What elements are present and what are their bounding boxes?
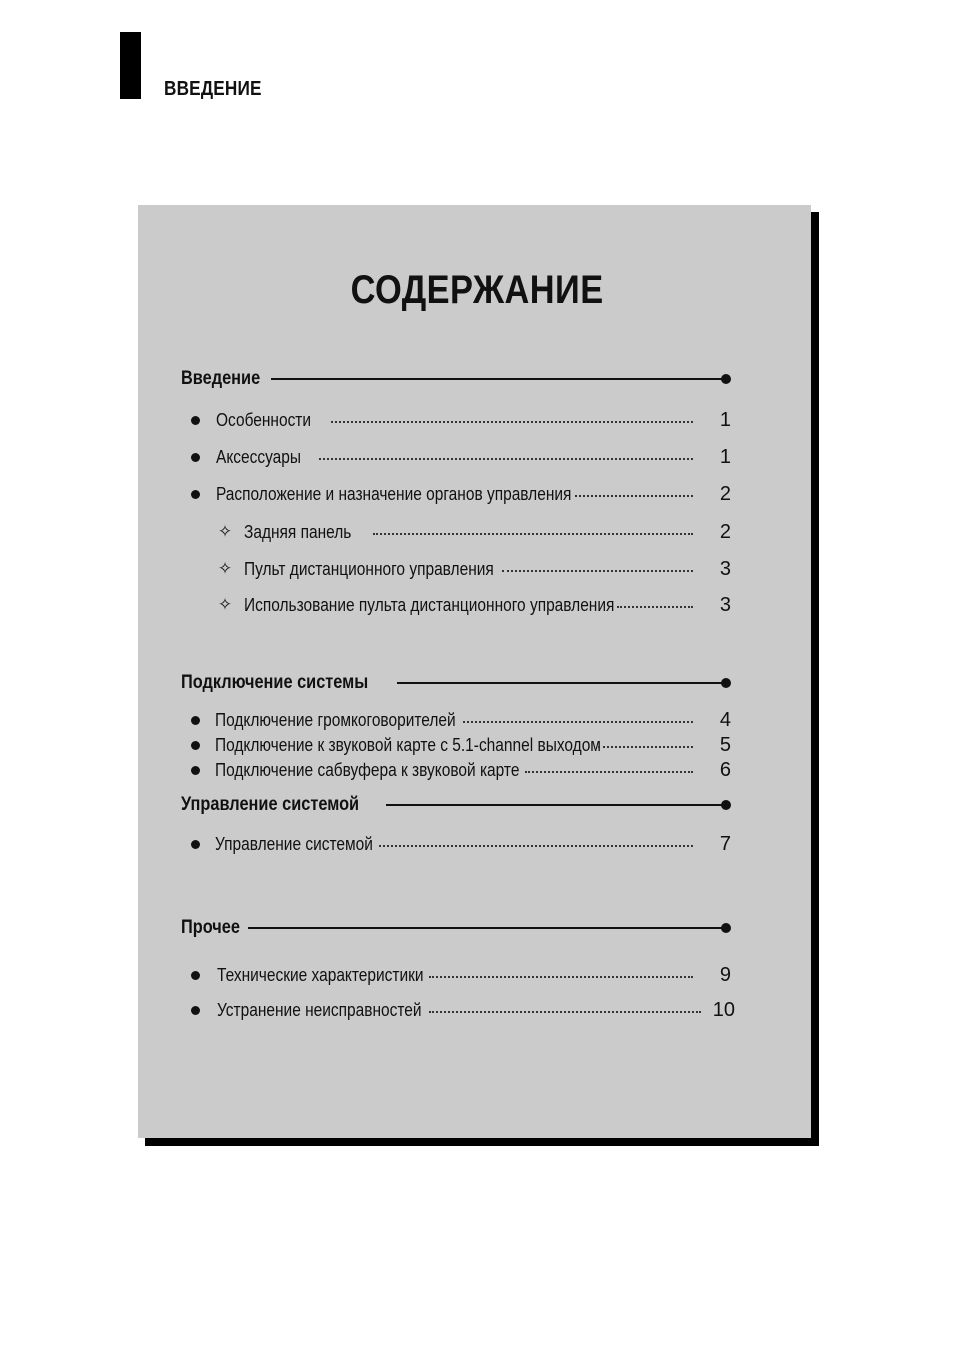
diamond-outline-icon: ✧	[217, 595, 233, 614]
bullet-icon	[191, 971, 200, 980]
rule-end-dot-icon	[721, 678, 731, 688]
rule-end-dot-icon	[721, 374, 731, 384]
bullet-icon	[191, 741, 200, 750]
section-rule	[271, 378, 723, 380]
dot-leader	[373, 533, 693, 535]
diamond-outline-icon: ✧	[217, 522, 233, 541]
page-number: 2	[719, 482, 731, 505]
bullet-icon	[191, 766, 200, 775]
page-number: 7	[719, 832, 731, 855]
toc-entry[interactable]: Расположение и назначение органов управления 2	[191, 482, 731, 506]
dot-leader	[463, 721, 693, 723]
page-number: 2	[719, 520, 731, 543]
toc-section-heading: Управление системой	[181, 793, 731, 817]
page-number: 1	[719, 445, 731, 468]
bullet-icon	[191, 453, 200, 462]
dot-leader	[319, 458, 693, 460]
page-number: 6	[719, 758, 731, 781]
bullet-icon	[191, 1006, 200, 1015]
toc-entry[interactable]: Подключение сабвуфера к звуковой карте 6	[191, 758, 731, 782]
page-number: 1	[719, 408, 731, 431]
section-rule	[248, 927, 723, 929]
page-number: 9	[719, 963, 731, 986]
section-rule	[386, 804, 723, 806]
dot-leader	[575, 495, 693, 497]
chapter-label: ВВЕДЕНИЕ	[164, 78, 262, 100]
toc-subentry[interactable]: ✧ Использование пульта дистанционного управления 3	[217, 593, 731, 616]
toc-entry[interactable]: Особенности 1	[191, 408, 731, 432]
toc-entry[interactable]: Управление системой 7	[191, 832, 731, 856]
bullet-icon	[191, 490, 200, 499]
bullet-icon	[191, 416, 200, 425]
page-number: 5	[719, 733, 731, 756]
section-rule	[397, 682, 723, 684]
toc-section-heading: Подключение системы	[181, 671, 731, 695]
bullet-icon	[191, 840, 200, 849]
dot-leader	[429, 1011, 701, 1013]
toc-entry[interactable]: Подключение к звуковой карте с 5.1-channel выходом 5	[191, 733, 731, 757]
toc-entry[interactable]: Подключение громкоговорителей 4	[191, 708, 731, 732]
dot-leader	[331, 421, 693, 423]
toc-subentry[interactable]: ✧ Пульт дистанционного управления 3	[217, 557, 731, 580]
toc-entry[interactable]: Технические характеристики 9	[191, 963, 731, 987]
rule-end-dot-icon	[721, 923, 731, 933]
toc-section-heading: Прочее	[181, 916, 731, 940]
toc-title: СОДЕРЖАНИЕ	[350, 268, 604, 312]
dot-leader	[525, 771, 693, 773]
dot-leader	[598, 746, 693, 748]
dot-leader	[617, 606, 693, 608]
toc-entry[interactable]: Аксессуары 1	[191, 445, 731, 469]
dot-leader	[502, 570, 693, 572]
bullet-icon	[191, 716, 200, 725]
diamond-outline-icon: ✧	[217, 559, 233, 578]
page-number: 4	[719, 708, 731, 731]
page-number: 3	[719, 557, 731, 580]
dot-leader	[379, 845, 693, 847]
page-number: 3	[719, 593, 731, 616]
toc-entry[interactable]: Устранение неисправностей 10	[191, 998, 735, 1022]
dot-leader	[429, 976, 693, 978]
toc-subentry[interactable]: ✧ Задняя панель 2	[217, 520, 731, 543]
rule-end-dot-icon	[721, 800, 731, 810]
toc-section-heading: Введение	[181, 367, 731, 391]
chapter-marker-bar	[120, 32, 141, 99]
page-number: 10	[712, 998, 735, 1021]
